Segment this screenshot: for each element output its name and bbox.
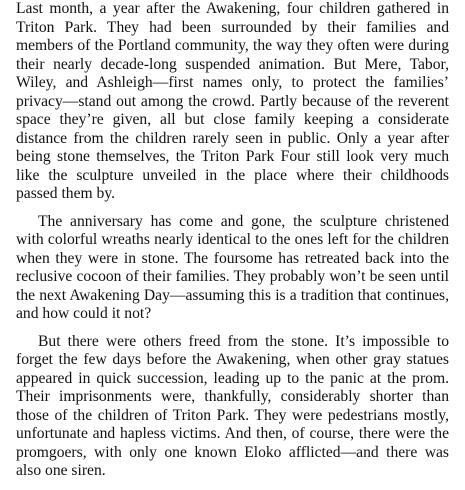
paragraph-2: The anniversary has come and gone, the sculpture christened with colorful wreaths nearly identical to the ones left for the children when they were in stone. The foursome has retreated back into the reclusive cocoon of their families. They probably won’t be seen until the next Awakening Day—assuming this is a tradition that continues, and how could it not?	[16, 212, 449, 322]
document-page	[16, 0, 449, 490]
paragraph-1: Last month, a year after the Awakening, four children gathered in Triton Park. They had been surrounded by their families and members of the Portland community, the way they often were during their nearly decade-long suspended animation. But Mere, Tabor, Wiley, and Ashleigh—first names only, to protect the families’ privacy—stand out among the crowd. Partly because of the reverent space they’re given, all but close family keeping a considerate distance from the children rarely seen in public. Only a year after being stone themselves, the Triton Park Four still look very much like the sculpture unveiled in the place where their childhoods passed them by.	[16, 0, 449, 202]
paragraph-3: But there were others freed from the stone. It’s impossible to forget the few days before the Awakening, when other gray statues appeared in quick succession, leading up to the panic at the prom. Their imprisonments were, thankfully, considerably shorter than those of the children of Triton Park. They were pedestrians mostly, unfortunate and hapless victims. And then, of course, there were the promgoers, with only one known Eloko afflicted—and there was also one siren.	[16, 332, 449, 479]
